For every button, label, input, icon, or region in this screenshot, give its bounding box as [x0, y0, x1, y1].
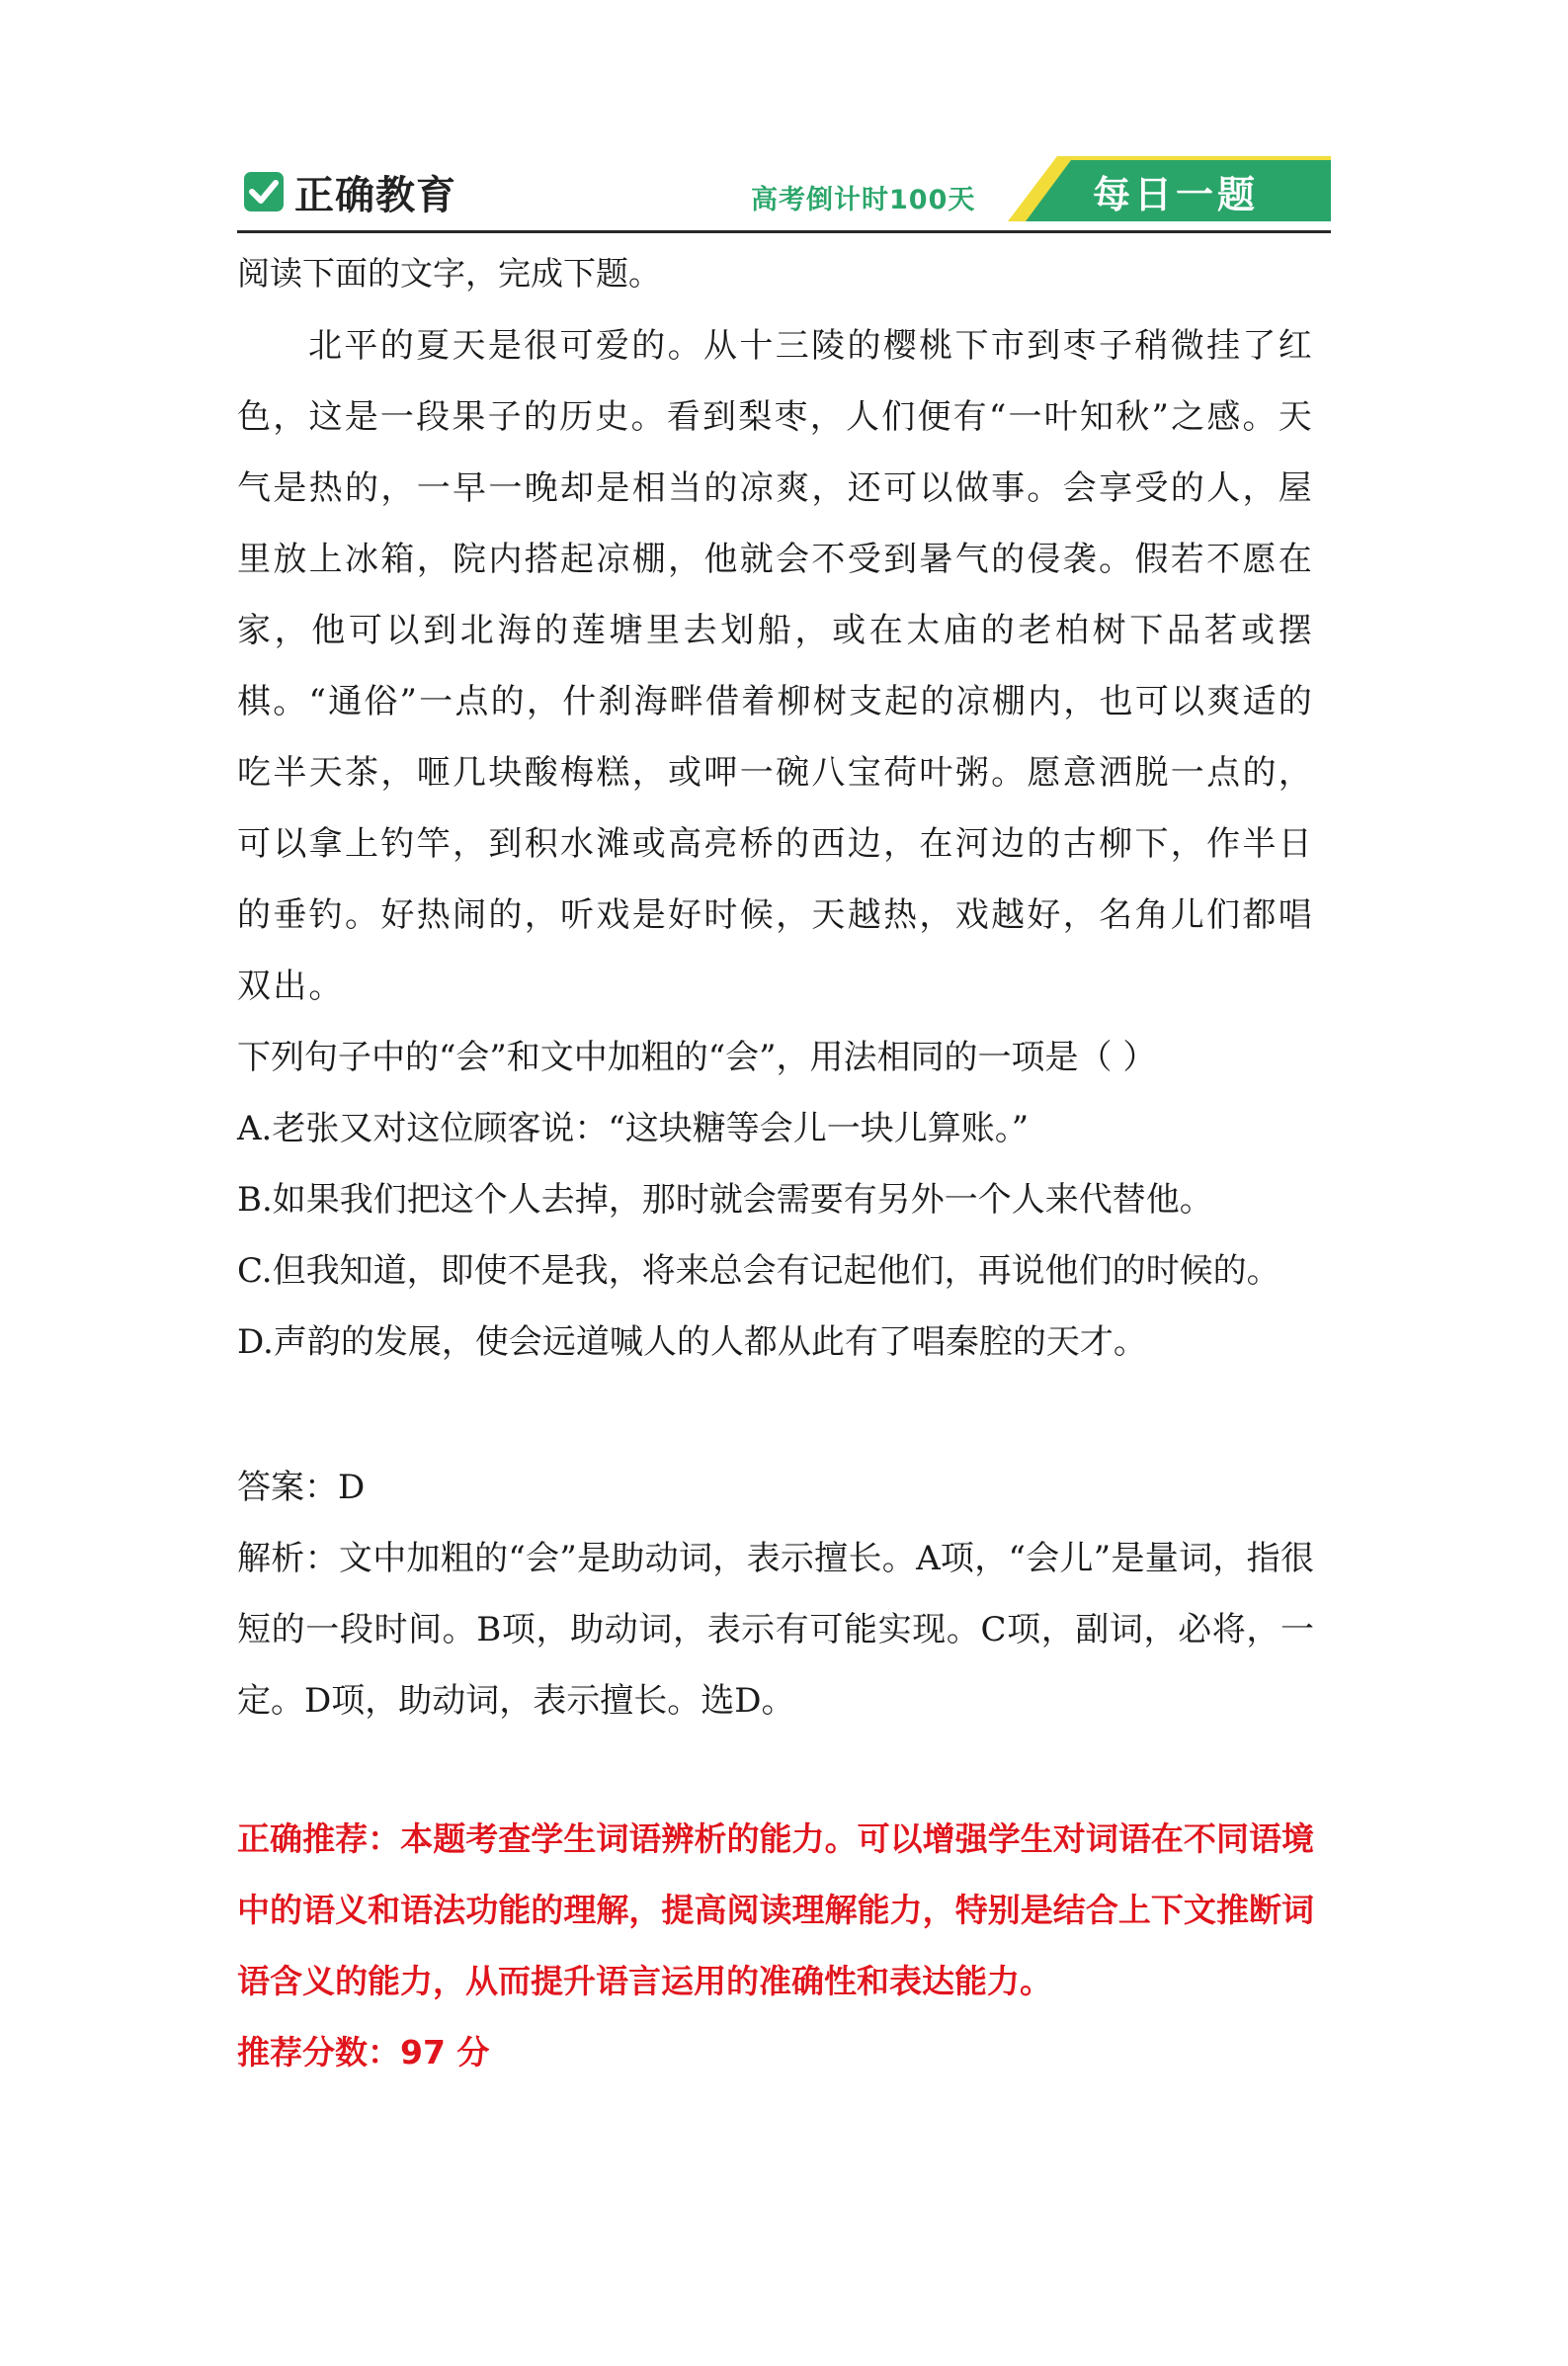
header-divider: [237, 230, 1331, 233]
brand-name: 正确教育: [294, 172, 456, 218]
option-b: B.如果我们把这个人去掉，那时就会需要有另外一个人来代替他。: [237, 1180, 1213, 1220]
daily-question-tag: [978, 156, 1331, 221]
recommend-score: 推荐分数：97 分: [237, 2033, 490, 2071]
checkmark-icon: [243, 171, 285, 212]
question-stem: 下列句子中的“会”和文中加粗的“会”，用法相同的一项是（ ）: [237, 1038, 1157, 1077]
exam-countdown: 高考倒计时100天: [751, 185, 976, 215]
brand: [243, 166, 456, 217]
analysis: 解析：文中加粗的“会”是助动词，表示擅长。A项，“会儿”是量词，指很短的一段时间。B项，助动词，表示有可能实现。C项，副词，必将，一定。D项，助动词，表示擅长。选D。: [237, 1539, 1314, 1721]
daily-question-label: 每日一题: [1093, 173, 1260, 216]
answer: 答案：D: [237, 1468, 366, 1507]
instruction: 阅读下面的文字，完成下题。: [237, 254, 661, 293]
option-d: D.声韵的发展，使会远道喊人的人都从此有了唱秦腔的天才。: [237, 1322, 1147, 1362]
header-banner: [237, 156, 1331, 227]
question-content: [237, 245, 1314, 2088]
option-c: C.但我知道，即使不是我，将来总会有记起他们，再说他们的时候的。: [237, 1251, 1280, 1291]
option-a: A.老张又对这位顾客说：“这块糖等会儿一块儿算账。”: [237, 1109, 1030, 1148]
reading-passage: 北平的夏天是很可爱的。从十三陵的樱桃下市到枣子稍微挂了红色，这是一段果子的历史。看到梨枣，人们便有“一叶知秋”之感。天气是热的，一早一晚却是相当的凉爽，还可以做事。会享受的人，屋里放上冰箱，院内搭起凉棚，他就会不受到暑气的侵袭。假若不愿在家，他可以到北海的莲塘里去划船，或在太庙的老柏树下品茗或摆棋。“通俗”一点的，什刹海畔借着柳树支起的凉棚内，也可以爽适的吃半天茶，咂几块酸梅糕，或呷一碗八宝荷叶粥。愿意洒脱一点的，可以拿上钓竿，到积水滩或高亮桥的西边，在河边的古柳下，作半日的垂钓。好热闹的，听戏是好时候，天越热，戏越好，名角儿们都唱双出。: [237, 326, 1314, 1006]
recommendation: 正确推荐：本题考查学生词语辨析的能力。可以增强学生对词语在不同语境中的语义和语法功能的理解，提高阅读理解能力，特别是结合上下文推断词语含义的能力，从而提升语言运用的准确性和表达能力。: [237, 1819, 1314, 2000]
